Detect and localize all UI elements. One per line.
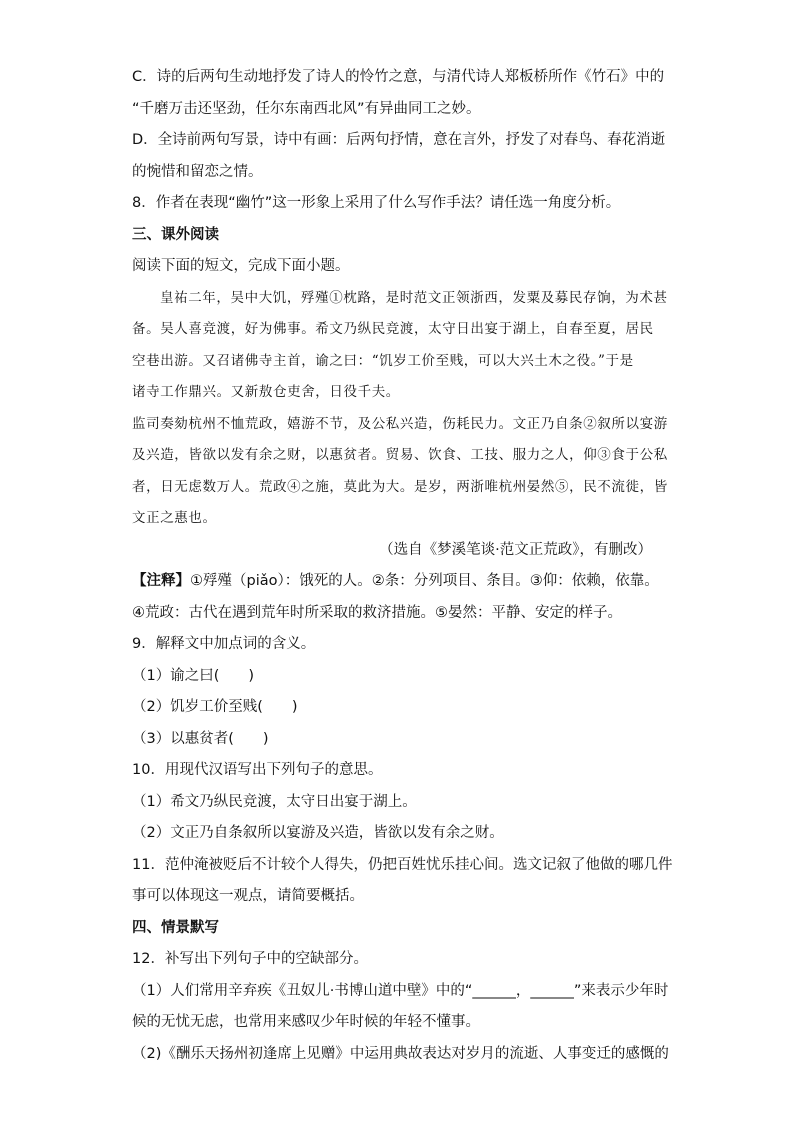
passage-para1-line-1: 皇祐二年，吴中大饥，殍殣①枕路，是时范文正领浙西，发粟及募民存饷，为术甚 <box>160 289 668 306</box>
passage-source: （选自《梦溪笔谈·范文正荒政》，有删改） <box>379 541 652 558</box>
question-11-line-2: 事可以体现这一观点，请简要概括。 <box>132 888 364 904</box>
question-12-item-1-line-2: 候的无忧无虑，也常用来感叹少年时候的年轻不懂事。 <box>132 1014 480 1030</box>
question-8: 8．作者在表现“幽竹”这一形象上采用了什么写作手法？请任选一角度分析。 <box>132 195 621 211</box>
section-3-heading: 三、课外阅读 <box>132 226 219 243</box>
option-c-line-1: C．诗的后两句生动地抒发了诗人的怜竹之意，与清代诗人郑板桥所作《竹石》中的 <box>132 69 665 85</box>
option-d-line-1: D．全诗前两句写景，诗中有画：后两句抒情，意在言外，抒发了对春鸟、春花消逝 <box>132 132 666 148</box>
document-page <box>132 62 673 1070</box>
question-11-line-1: 11．范仲淹被贬后不计较个人得失，仍把百姓忧乐挂心间。选文记叙了他做的哪几件 <box>132 856 673 873</box>
notes-text-1: ①殍殣（piǎo）：饿死的人。②条：分列项目、条目。③仰：依赖，依靠。 <box>190 573 659 589</box>
question-9: 9．解释文中加点词的含义。 <box>132 636 316 652</box>
question-9-item-2: （2）饥岁工价至贱( ) <box>132 699 298 715</box>
notes-line-1 <box>132 566 662 598</box>
question-10-item-1: （1）希文乃纵民竞渡，太守日出宴于湖上。 <box>132 793 417 810</box>
question-12-item-1-line-1: （1）人们常用辛弃疾《丑奴儿·书博山道中壁》中的“______，______”来表示少年时 <box>132 982 669 999</box>
passage-para1-line-2: 备。吴人喜竞渡，好为佛事。希文乃纵民竞渡，太守日出宴于湖上，自春至夏，居民 <box>132 321 654 337</box>
question-12-item-2-line-1: （2)《酬乐天扬州初逢席上见赠》中运用典故表达对岁月的流逝、人事变迁的感慨的 <box>132 1045 669 1062</box>
question-10: 10．用现代汉语写出下列句子的意思。 <box>132 762 383 778</box>
classical-passage <box>132 283 668 535</box>
option-c-line-2: “千磨万击还坚劲，任尔东南西北风”有异曲同工之妙。 <box>132 100 481 117</box>
question-12: 12．补写出下列句子中的空缺部分。 <box>132 951 368 967</box>
section-3-instruction: 阅读下面的短文，完成下面小题。 <box>132 258 350 274</box>
notes-line-2: ④荒政：古代在遇到荒年时所采取的救济措施。⑤晏然：平静、安定的样子。 <box>132 604 622 621</box>
passage-para2-line-2: 及兴造，皆欲以发有余之财，以惠贫者。贸易、饮食、工技、服力之人，仰③食于公私 <box>132 447 668 463</box>
question-10-item-2: （2）文正乃自条叙所以宴游及兴造，皆欲以发有余之财。 <box>132 825 504 841</box>
passage-para1-line-3: 空巷出游。又召诸佛寺主首，谕之曰：“饥岁工价至贱，可以大兴土木之役。”于是 <box>132 352 634 369</box>
passage-para2-line-1: 监司奏劾杭州不恤荒政，嬉游不节，及公私兴造，伤耗民力。文正乃自条②叙所以宴游 <box>132 415 668 432</box>
question-9-item-3: （3）以惠贫者( ) <box>132 730 269 747</box>
section-4-heading: 四、情景默写 <box>132 919 219 936</box>
notes-label: 【注释】 <box>132 573 190 589</box>
question-9-item-1: （1）谕之曰( ) <box>132 667 255 684</box>
passage-para2-line-3: 者，日无虑数万人。荒政④之施，莫此为大。是岁，两浙唯杭州晏然⑤，民不流徙，皆 <box>132 478 668 495</box>
passage-para2-line-4: 文正之惠也。 <box>132 510 217 526</box>
option-d-line-2: 的惋惜和留恋之情。 <box>132 163 263 180</box>
passage-para1-line-4: 诸寺工作鼎兴。又新敖仓吏舍，日役千夫。 <box>132 384 400 400</box>
